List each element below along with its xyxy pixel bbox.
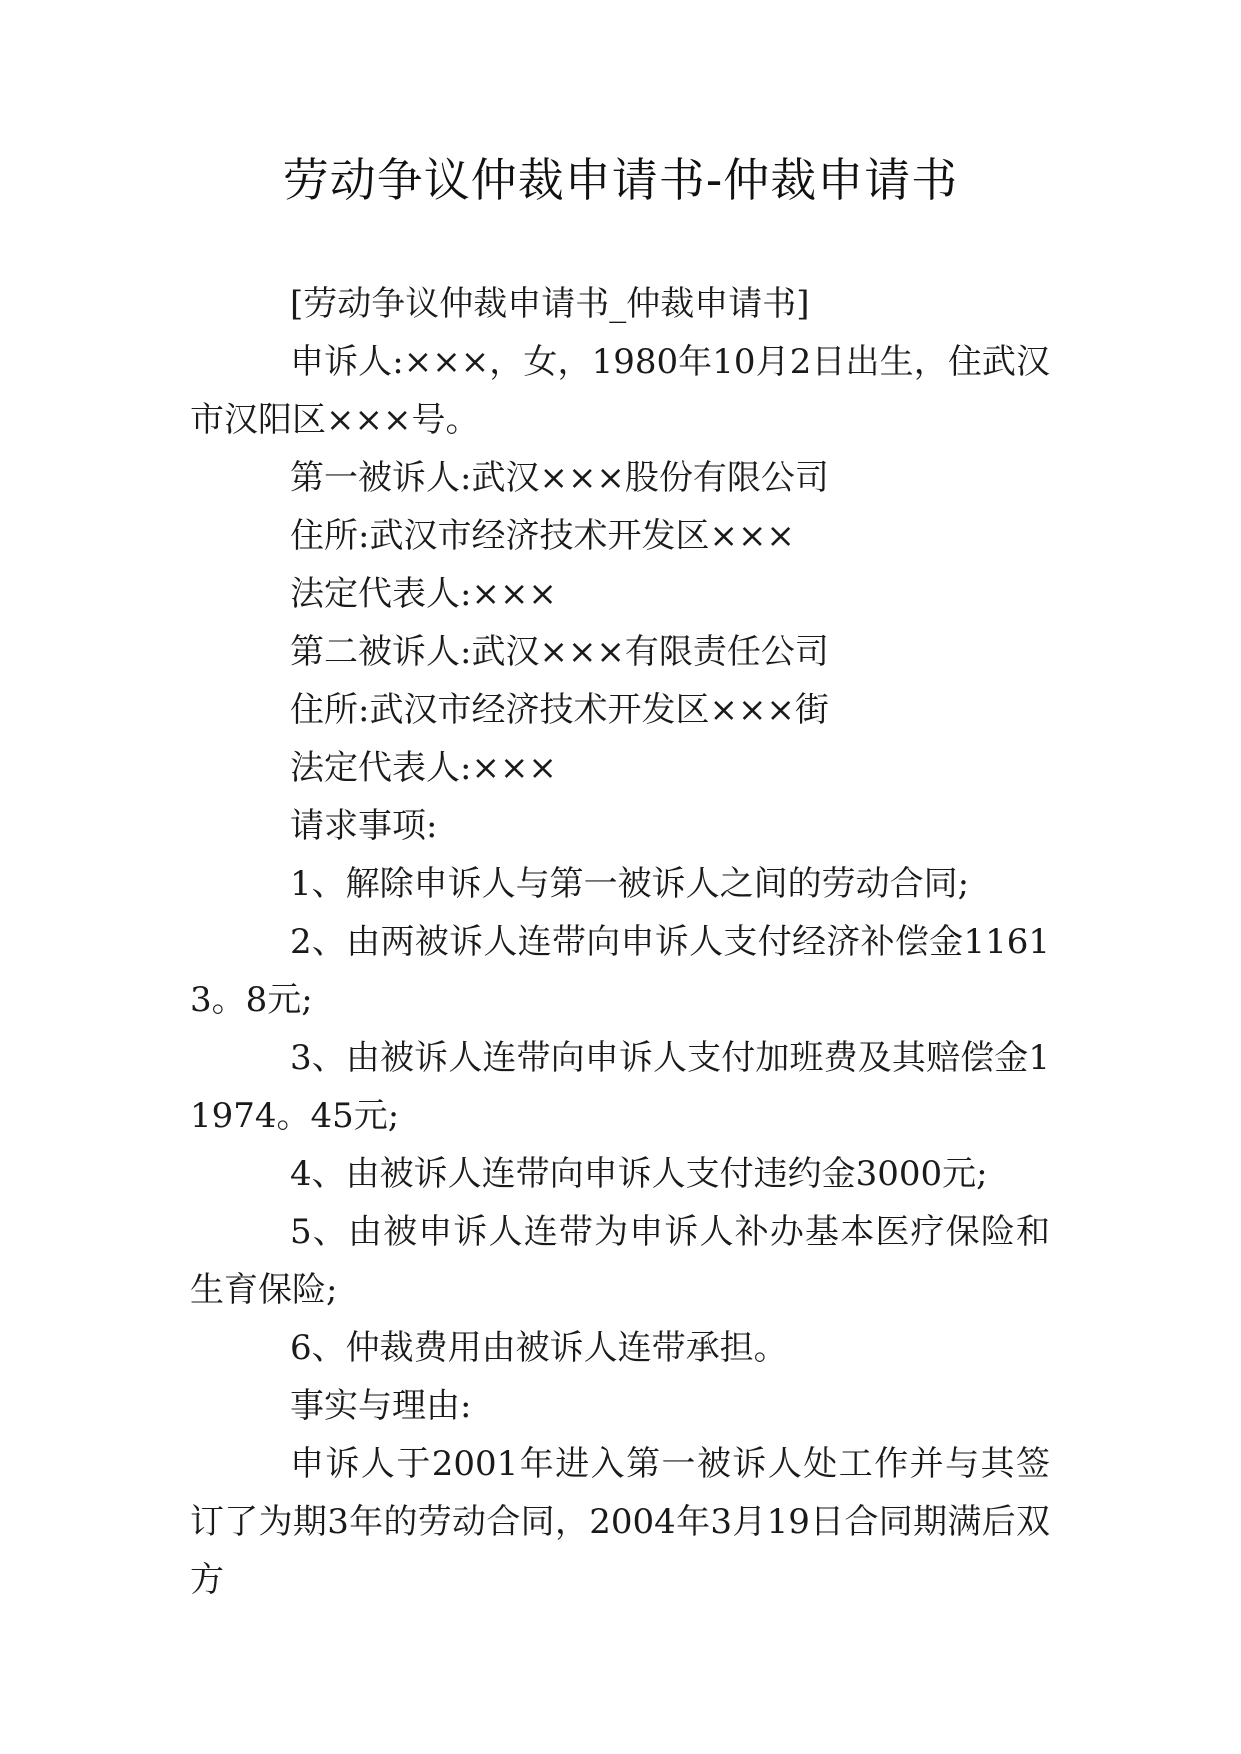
paragraph-first-respondent-address: 住所:武汉市经济技术开发区××× (290, 516, 795, 556)
paragraph-request-5: 5、由被申诉人连带为申诉人补办基本医疗保险和生育保险; (190, 1212, 1050, 1310)
paragraph-facts-heading: 事实与理由: (290, 1386, 472, 1426)
paragraph-facts-body: 申诉人于2001年进入第一被诉人处工作并与其签订了为期3年的劳动合同，2004年3月19日合同期满后双方 (190, 1444, 1050, 1600)
paragraph-request-6: 6、仲裁费用由被诉人连带承担。 (290, 1328, 788, 1368)
paragraph-second-respondent-legal-rep: 法定代表人:××× (290, 748, 557, 788)
paragraph-request-1: 1、解除申诉人与第一被诉人之间的劳动合同; (290, 864, 970, 904)
paragraph-applicant: 申诉人:×××，女，1980年10月2日出生，住武汉市汉阳区×××号。 (190, 342, 1050, 440)
paragraph-subtitle: [劳动争议仲裁申请书_仲裁申请书] (290, 284, 810, 324)
paragraph-first-respondent: 第一被诉人:武汉×××股份有限公司 (290, 458, 829, 498)
paragraph-first-respondent-legal-rep: 法定代表人:××× (290, 574, 557, 614)
paragraph-request-3: 3、由被诉人连带向申诉人支付加班费及其赔偿金11974。45元; (190, 1038, 1050, 1136)
paragraph-request-2: 2、由两被诉人连带向申诉人支付经济补偿金11613。8元; (190, 922, 1050, 1020)
document-title: 劳动争议仲裁申请书-仲裁申请书 (282, 153, 959, 207)
paragraph-second-respondent-address: 住所:武汉市经济技术开发区×××街 (290, 690, 829, 730)
paragraph-second-respondent: 第二被诉人:武汉×××有限责任公司 (290, 632, 829, 672)
document-body (190, 275, 1050, 1609)
paragraph-requests-heading: 请求事项: (290, 806, 438, 846)
paragraph-request-4: 4、由被诉人连带向申诉人支付违约金3000元; (290, 1154, 988, 1194)
